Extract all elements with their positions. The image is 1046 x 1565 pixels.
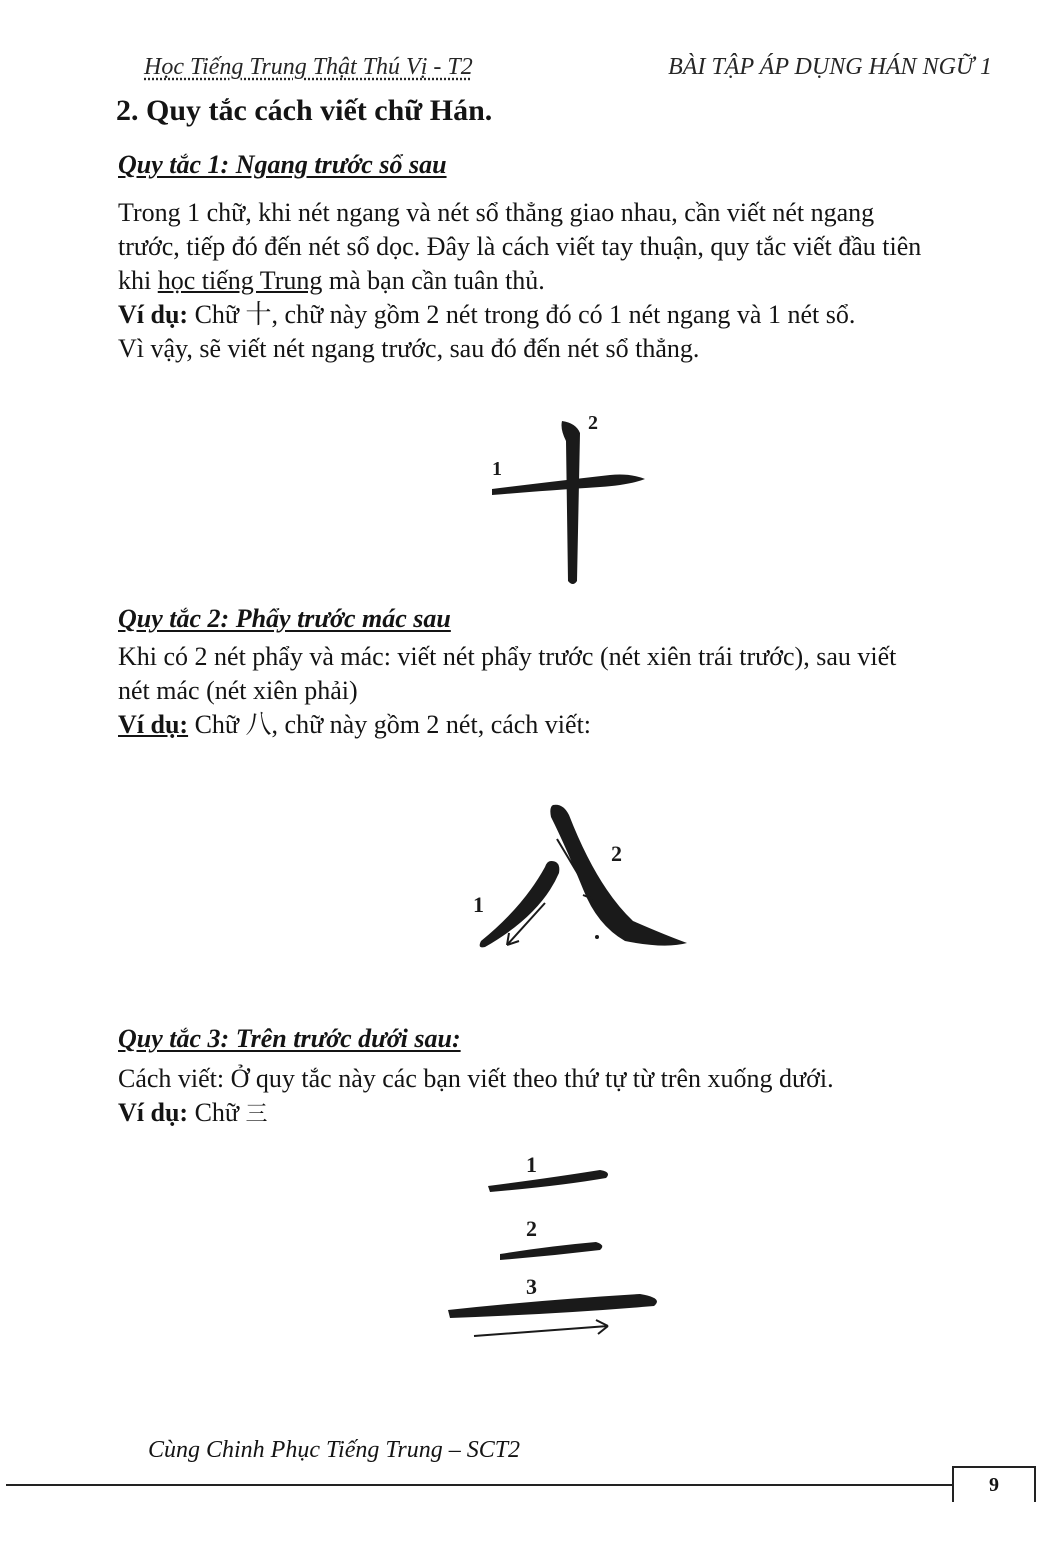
rule-1-example-pre: Chữ (188, 300, 246, 329)
san-arrow (474, 1320, 608, 1336)
san-stroke-1 (488, 1170, 608, 1192)
san-stroke-2 (500, 1242, 602, 1260)
rule-2-example-pre: Chữ (188, 710, 246, 739)
rule-3-example-label: Ví dụ: (118, 1098, 189, 1127)
stroke-diagram-shi (480, 405, 680, 595)
rule-1-example (118, 298, 1028, 332)
section-title: 2. Quy tắc cách viết chữ Hán. (116, 94, 493, 127)
rule-3-example (118, 1096, 1028, 1132)
san-stroke-3 (448, 1294, 657, 1318)
stroke-diagram-ba (465, 795, 705, 965)
rule-1-line-3-pre: khi (118, 266, 158, 295)
ba-label-1: 1 (473, 892, 484, 917)
running-header-right: BÀI TẬP ÁP DỤNG HÁN NGỮ 1 (668, 54, 992, 80)
rule-1-example-post: , chữ này gồm 2 nét trong đó có 1 nét ngang và 1 nét sổ. (271, 300, 856, 329)
rule-1-example-char: 十 (245, 300, 272, 330)
ba-dot (595, 935, 599, 939)
rule-2-line-2: nét mác (nét xiên phải) (118, 676, 358, 705)
rule-3-example-pre: Chữ (188, 1098, 246, 1127)
rule-1-title: Quy tắc 1: Ngang trước sổ sau (118, 150, 447, 179)
running-footer: Cùng Chinh Phục Tiếng Trung – SCT2 (148, 1437, 521, 1463)
stroke-diagram-san (440, 1148, 680, 1348)
footer-rule (6, 1484, 952, 1486)
rule-1-example-label: Ví dụ: (118, 300, 189, 329)
rule-2-line-1: Khi có 2 nét phẩy và mác: viết nét phẩy trước (nét xiên trái trước), sau viết (118, 642, 897, 671)
san-label-1: 1 (526, 1152, 537, 1177)
rule-1-line-5: Vì vậy, sẽ viết nét ngang trước, sau đó đến nét sổ thẳng. (118, 334, 700, 363)
hoc-tieng-trung-link[interactable]: học tiếng Trung (157, 266, 323, 295)
rule-2-example-label: Ví dụ: (118, 710, 189, 739)
rule-3-body (118, 1062, 1028, 1132)
rule-1-line-2: trước, tiếp đó đến nét sổ dọc. Đây là cách viết tay thuận, quy tắc viết đầu tiên (118, 232, 922, 261)
san-label-3: 3 (526, 1274, 537, 1299)
running-header-left: Học Tiếng Trung Thật Thú Vị - T2 (144, 54, 473, 80)
rule-2-example (118, 708, 1028, 742)
ba-right-falling-stroke (550, 805, 687, 946)
rule-2-example-post: , chữ này gồm 2 nét, cách viết: (271, 710, 592, 739)
shi-label-2: 2 (588, 412, 598, 434)
rule-3-line-1: Cách viết: Ở quy tắc này các bạn viết theo thứ tự từ trên xuống dưới. (118, 1064, 834, 1093)
ba-label-2: 2 (611, 841, 622, 866)
rule-1-line-3-post: mà bạn cần tuân thủ. (322, 266, 545, 295)
ba-left-falling-stroke (480, 861, 560, 947)
page-number-box (952, 1466, 1036, 1502)
shi-vertical-stroke (562, 421, 581, 584)
rule-2-title: Quy tắc 2: Phẩy trước mác sau (118, 604, 451, 633)
rule-1-line-1: Trong 1 chữ, khi nét ngang và nét sổ thẳng giao nhau, cần viết nét ngang (118, 198, 875, 227)
rule-2-example-char: 八 (245, 710, 272, 740)
rule-3-title: Quy tắc 3: Trên trước dưới sau: (118, 1024, 461, 1053)
rule-3-example-char: 三 (245, 1102, 268, 1127)
rule-2-body (118, 640, 1028, 742)
shi-label-1: 1 (492, 458, 502, 480)
page-number: 9 (989, 1474, 999, 1496)
rule-1-line-3 (118, 264, 1028, 298)
san-label-2: 2 (526, 1216, 537, 1241)
rule-1-body (118, 196, 1028, 366)
